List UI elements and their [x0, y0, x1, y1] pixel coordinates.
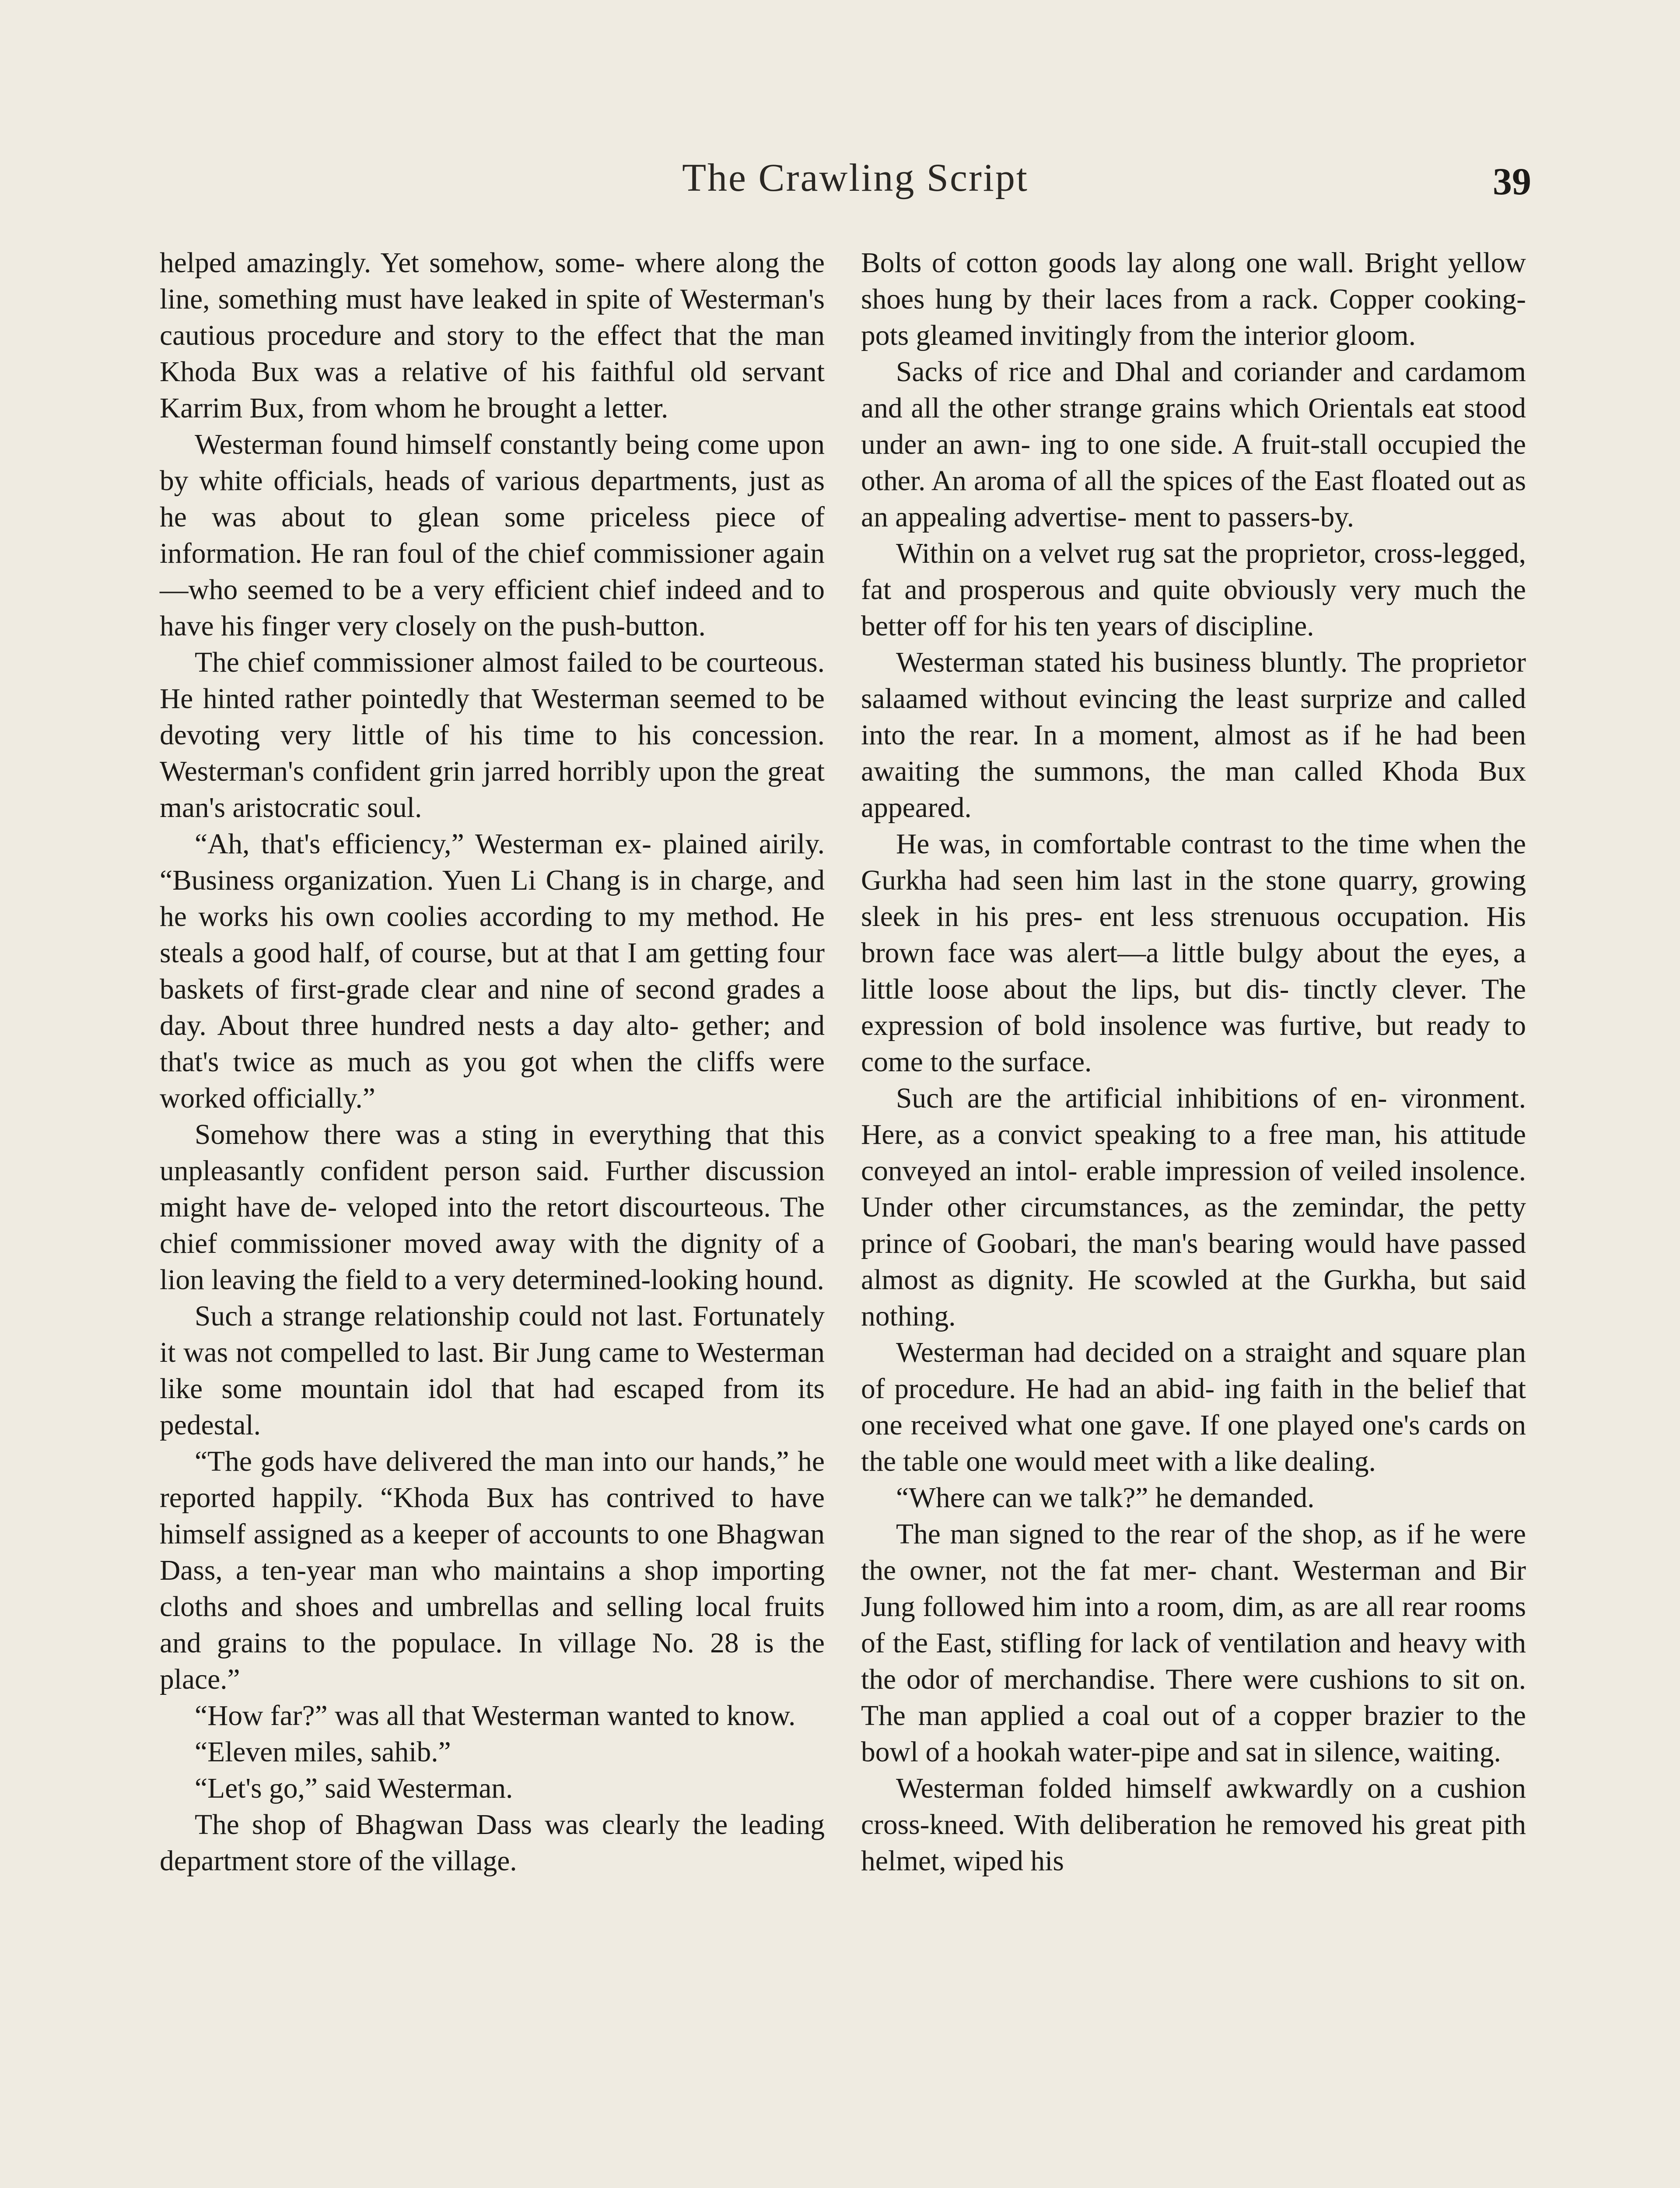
paragraph: The chief commissioner almost failed to be courteous. He hinted rather pointedly that Westerman seemed to be devoting very little of his time to his concession. Westerman's confident grin jarred horribly upon the great man's aristocratic soul. — [160, 647, 825, 824]
paragraph: The man signed to the rear of the shop, as if he were the owner, not the fat mer- chant. Westerman and Bir Jung followed him into a room, dim, as are all rear rooms of the East, stifling for lack of ventilation and heavy with the odor of merchandise. There were cushions to sit on. The man applied a coal out of a copper brazier to the bowl of a hookah water-pipe and sat in silence, waiting. — [861, 1518, 1526, 1768]
paragraph: Such a strange relationship could not last. Fortunately it was not compelled to last. Bir Jung came to Westerman like some mountain idol that had escaped from its pedestal. — [160, 1301, 825, 1441]
paragraph: Westerman found himself constantly being come upon by white officials, heads of various departments, just as he was about to glean some priceless piece of information. He ran foul of the chief commissioner again —who seemed to be a very efficient chief indeed and to have his finger very closely on the push-button. — [160, 429, 825, 642]
right-column — [861, 245, 1526, 1879]
paragraph: The shop of Bhagwan Dass was clearly the leading department store of the village. — [160, 1809, 825, 1877]
page-number: 39 — [1493, 161, 1531, 203]
paragraph: Sacks of rice and Dhal and coriander and cardamom and all the other strange grains which Orientals eat stood under an awn- ing to one side. A fruit-stall occupied the other. An aroma of all the spices of the East floated out as an appealing advertise- ment to passers-by. — [861, 356, 1526, 533]
paragraph: “Let's go,” said Westerman. — [195, 1773, 513, 1804]
paragraph: Within on a velvet rug sat the proprietor, cross-legged, fat and prosperous and quite obviously very much the better off for his ten years of discipline. — [861, 538, 1526, 642]
paragraph: Westerman stated his business bluntly. The proprietor salaamed without evincing the least surprize and called into the rear. In a moment, almost as if he had been awaiting the summons, the man called Khoda Bux appeared. — [861, 647, 1526, 824]
running-title: The Crawling Script — [682, 156, 1029, 200]
paragraph: “Where can we talk?” he demanded. — [896, 1482, 1315, 1514]
page-header — [0, 155, 1680, 217]
paragraph: “Ah, that's efficiency,” Westerman ex- plained airily. “Business organization. Yuen Li Chang is in charge, and he works his own coolies according to my method. He steals a good half, of course, but at that I am getting four baskets of first-grade clear and nine of second grades a day. About three hundred nests a day alto- gether; and that's twice as much as you got when the cliffs were worked officially.” — [160, 828, 825, 1114]
paragraph: Westerman folded himself awkwardly on a cushion cross-kneed. With deliberation he removed his great pith helmet, wiped his — [861, 1773, 1526, 1877]
paragraph: Bolts of cotton goods lay along one wall. Bright yellow shoes hung by their laces from a rack. Copper cooking-pots gleamed invitingly from the interior gloom. — [861, 247, 1526, 351]
paragraph: “The gods have delivered the man into our hands,” he reported happily. “Khoda Bux has contrived to have himself assigned as a keeper of accounts to one Bhagwan Dass, a ten-year man who maintains a shop importing cloths and shoes and umbrellas and selling local fruits and grains to the populace. In village No. 28 is the place.” — [160, 1446, 825, 1695]
paragraph: Westerman had decided on a straight and square plan of procedure. He had an abid- ing faith in the belief that one received what one gave. If one played one's cards on the table one would meet with a like dealing. — [861, 1337, 1526, 1477]
paragraph: helped amazingly. Yet somehow, some- where along the line, something must have leaked in spite of Westerman's cautious procedure and story to the effect that the man Khoda Bux was a relative of his faithful old servant Karrim Bux, from whom he brought a letter. — [160, 247, 825, 424]
paragraph: He was, in comfortable contrast to the time when the Gurkha had seen him last in the stone quarry, growing sleek in his pres- ent less strenuous occupation. His brown face was alert—a little bulgy about the eyes, a little loose about the lips, but dis- tinctly clever. The expression of bold insolence was furtive, but ready to come to the surface. — [861, 828, 1526, 1078]
paragraph: Such are the artificial inhibitions of en- vironment. Here, as a convict speaking to a free man, his attitude conveyed an intol- erable impression of veiled insolence. Under other circumstances, as the zemindar, the petty prince of Goobari, the man's bearing would have passed almost as dignity. He scowled at the Gurkha, but said nothing. — [861, 1083, 1526, 1332]
paragraph: “How far?” was all that Westerman wanted to know. — [195, 1700, 796, 1732]
paragraph: “Eleven miles, sahib.” — [195, 1736, 451, 1768]
paragraph: Somehow there was a sting in everything that this unpleasantly confident person said. Further discussion might have de- veloped into the retort discourteous. The chief commissioner moved away with the dignity of a lion leaving the field to a very determined-looking hound. — [160, 1119, 825, 1296]
left-column — [160, 245, 825, 1879]
